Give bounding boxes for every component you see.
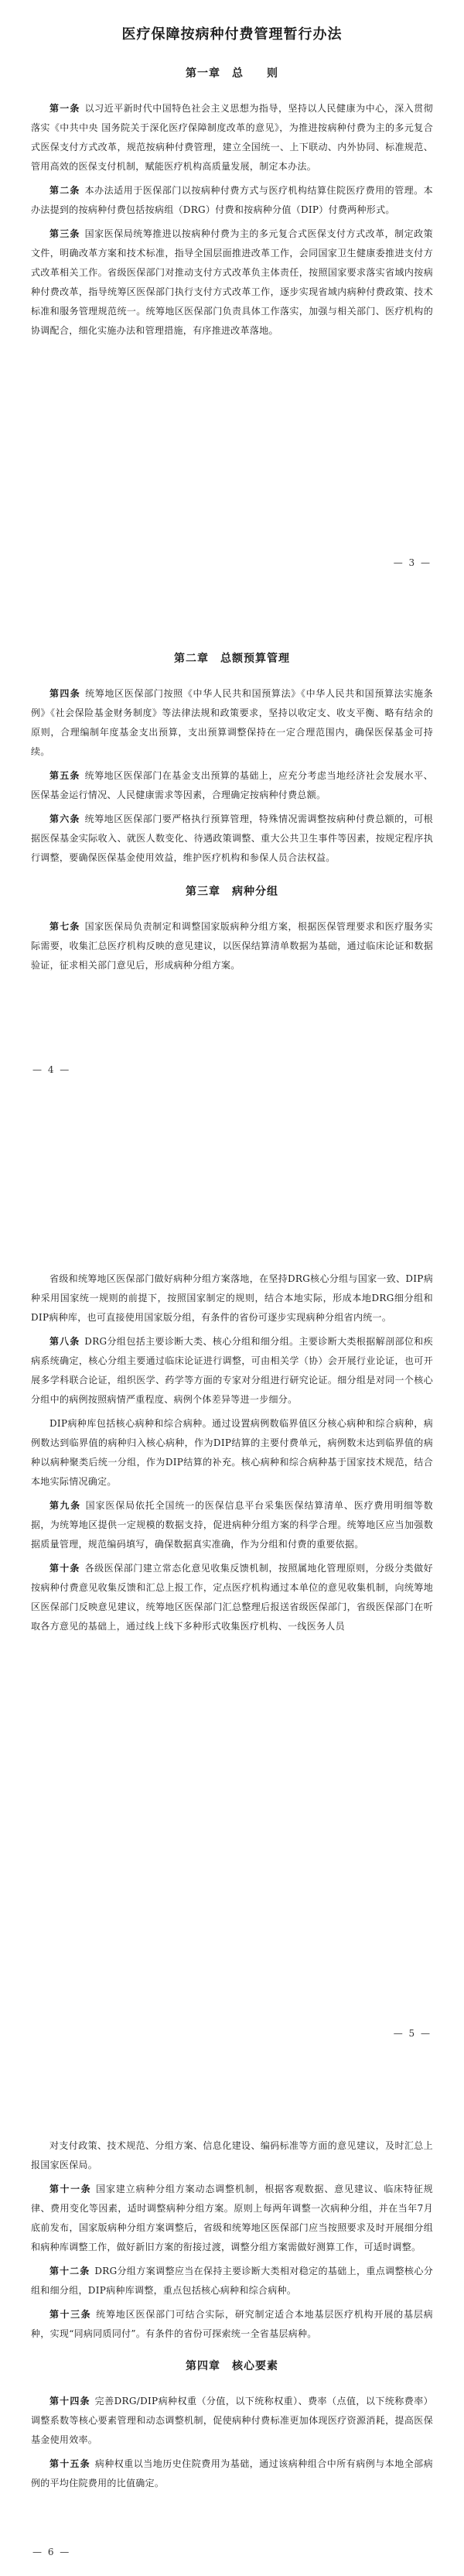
chapter-1-section xyxy=(31,65,433,345)
article-paragraph xyxy=(31,2392,433,2450)
article-paragraph xyxy=(31,810,433,868)
article-text: 各级医保部门建立常态化意见收集反馈机制，按照属地化管理原则，分级分类做好按病种付费意见收集反馈和汇总上报工作，定点医疗机构通过本单位的意见收集机制，向统筹地区医保部门反映意见建议，统筹地区医保部门汇总整理后报送省级医保部门，省级医保部门在听取各方意见的基础上，通过线上线下多种形式收集医疗机构、一线医务人员 xyxy=(31,1563,433,1632)
article-paragraph xyxy=(31,2136,433,2175)
article-number: 第五条 xyxy=(49,770,80,781)
article-paragraph xyxy=(31,2262,433,2300)
article-text: 本办法适用于医保部门以按病种付费方式与医疗机构结算住院医疗费用的管理。本办法提到的按病种付费包括按病组（DRG）付费和按病种分值（DIP）付费两种形式。 xyxy=(31,185,433,215)
page-number: — 5 — xyxy=(393,2028,432,2039)
article-number: 第七条 xyxy=(49,921,80,932)
article-text: DRG分组包括主要诊断大类、核心分组和细分组。主要诊断大类根据解剖部位和疾病系统确定，核心分组主要通过临床论证进行调整，可由相关学（协）会开展行业论证，也可开展多学科联合论证，组织医学、药学等方面的专家对分组进行研究论证。细分组是对同一个核心分组中的病例按照病情严重程度、病例个体差异等进一步细分。 xyxy=(31,1336,433,1405)
article-paragraph xyxy=(31,1414,433,1492)
article-text: 统筹地区医保部门按照《中华人民共和国预算法》《中华人民共和国预算法实施条例》《社会保险基金财务制度》等法律法规和政策要求，坚持以收定支、收支平衡、略有结余的原则，合理编制年度基金支出预算，支出预算调整保持在一定合理范围内，确保医保基金可持续。 xyxy=(31,688,433,757)
page-number: — 4 — xyxy=(32,1064,71,1075)
article-paragraph xyxy=(31,1332,433,1410)
page-number: — 3 — xyxy=(393,557,432,568)
chapter-heading: 第一章 总 则 xyxy=(186,67,278,80)
article-number: 第九条 xyxy=(49,1500,81,1511)
article-number: 第十条 xyxy=(49,1563,80,1574)
article-paragraph xyxy=(31,917,433,975)
article-number: 第一条 xyxy=(49,103,80,114)
article-text: 统筹地区医保部门要严格执行预算管理，特殊情况需调整按病种付费总额的，可根据医保基金实际收入、就医人数变化、待遇政策调整、重大公共卫生事件等因素，按规定程序执行调整，要确保医保基金使用效益，维护医疗机构和参保人员合法权益。 xyxy=(31,814,433,863)
article-text: 统筹地区医保部门在基金支出预算的基础上，应充分考虑当地经济社会发展水平、医保基金运行情况、人民健康需求等因素，合理确定按病种付费总额。 xyxy=(31,770,433,800)
article-text: 国家医保局依托全国统一的医保信息平台采集医保结算清单、医疗费用明细等数据，为统筹地区提供一定规模的数据支持，促进病种分组方案的科学合理。统筹地区应当加强数据质量管理，规范编码填写，确保数据真实准确，作为分组和付费的重要依据。 xyxy=(31,1500,433,1550)
article-number: 第四条 xyxy=(49,688,81,699)
article-text: 对支付政策、技术规范、分组方案、信息化建设、编码标准等方面的意见建议，及时汇总上报国家医保局。 xyxy=(31,2140,433,2170)
article-number: 第八条 xyxy=(49,1336,80,1347)
article-text: DIP病种库包括核心病种和综合病种。通过设置病例数临界值区分核心病种和综合病种，病例数达到临界值的病种归入核心病种，作为DIP结算的主要付费单元，病例数未达到临界值的病种以病种聚类后统一分组，作为DIP结算的补充。核心病种和综合病种基于国家技术规范，结合本地实际情况确定。 xyxy=(31,1418,433,1487)
article-text: 以习近平新时代中国特色社会主义思想为指导，坚持以人民健康为中心，深入贯彻落实《中共中央 国务院关于深化医疗保障制度改革的意见》，为推进按病种付费为主的多元复合式医保支付方式改革，规范按病种付费管理，建立全国统一、上下联动、内外协同、标准规范、管用高效的医保支付机制，赋能医疗机构高质量发展，制定本办法。 xyxy=(31,103,433,172)
article-text: 国家医保局负责制定和调整国家版病种分组方案，根据医保管理要求和医疗服务实际需要，收集汇总医疗机构反映的意见建议，以医保结算清单数据为基础，通过临床论证和数据验证，征求相关部门意见后，形成病种分组方案。 xyxy=(31,921,433,971)
article-number: 第十一条 xyxy=(49,2184,92,2194)
article-text: 完善DRG/DIP病种权重（分值，以下统称权重）、费率（点值，以下统称费率）调整系数等核心要素管理和动态调整机制，促使病种付费标准更加体现医疗资源消耗，提高医保基金使用效率。 xyxy=(31,2396,433,2445)
article-paragraph xyxy=(31,684,433,762)
article-paragraph xyxy=(31,2454,433,2493)
article-text: 病种权重以当地历史住院费用为基础，通过该病种组合中所有病例与本地全部病例的平均住院费用的比值确定。 xyxy=(31,2458,433,2489)
article-paragraph xyxy=(31,766,433,805)
article-number: 第三条 xyxy=(49,228,80,239)
article-number: 第十五条 xyxy=(49,2458,90,2469)
article-paragraph xyxy=(31,181,433,220)
page-number: — 6 — xyxy=(32,2547,71,2557)
chapter-2-section xyxy=(31,650,433,980)
chapter-3-4-section xyxy=(31,2136,433,2498)
article-text: 国家建立病种分组方案动态调整机制，根据客观数据、意见建议、临床特征规律、费用变化等因素，适时调整病种分组方案。原则上每两年调整一次病种分组，并在当年7月底前发布，国家版病种分组方案调整后，省级和统筹地区医保部门应当按照要求及时开展细分组和病种库调整工作，做好新旧方案的衔接过渡，调整分组方案需做好测算工作，可适时调整。 xyxy=(31,2184,433,2252)
article-paragraph xyxy=(31,99,433,176)
article-number: 第十三条 xyxy=(49,2309,92,2320)
chapter-heading: 第二章 总额预算管理 xyxy=(174,653,290,665)
article-number: 第十二条 xyxy=(49,2266,90,2276)
chapter-3-continued xyxy=(31,1269,433,1641)
article-paragraph xyxy=(31,1269,433,1327)
article-number: 第二条 xyxy=(49,185,80,196)
article-paragraph xyxy=(31,1559,433,1636)
article-text: 统筹地区医保部门可结合实际，研究制定适合本地基层医疗机构开展的基层病种，实现“同病同质同付”。有条件的省份可探索统一全省基层病种。 xyxy=(31,2309,433,2339)
article-paragraph xyxy=(31,224,433,341)
article-paragraph xyxy=(31,1496,433,1554)
article-number: 第六条 xyxy=(49,814,80,824)
chapter-heading: 第四章 核心要素 xyxy=(186,2360,278,2372)
article-text: 省级和统筹地区医保部门做好病种分组方案落地，在坚持DRG核心分组与国家一致、DIP病种采用国家统一规则的前提下，按照国家制定的规则，结合本地实际，形成本地DRG细分组和DIP病种库，也可直接使用国家版分组，有条件的省份可逐步实现病种分组省内统一。 xyxy=(31,1273,433,1323)
article-text: 国家医保局统筹推进以按病种付费为主的多元复合式医保支付方式改革，制定政策文件，明确改革方案和技术标准，指导全国层面推进改革工作，会同国家卫生健康委推进支付方式改革相关工作。省级医保部门对推动支付方式改革负主体责任，按照国家要求落实省域内按病种付费改革，指导统筹区医保部门执行支付方式改革工作，逐步实现省域内病种付费政策、技术标准和服务管理规范统一。统筹地区医保部门负责具体工作落实，加强与相关部门、医疗机构的协调配合，细化实施办法和管理措施，有序推进改革落地。 xyxy=(31,228,433,336)
article-paragraph xyxy=(31,2305,433,2344)
article-number: 第十四条 xyxy=(49,2396,90,2406)
chapter-heading: 第三章 病种分组 xyxy=(186,886,278,898)
document-title: 医疗保障按病种付费管理暂行办法 xyxy=(121,26,343,43)
article-paragraph xyxy=(31,2180,433,2257)
article-text: DRG分组方案调整应当在保持主要诊断大类相对稳定的基础上，重点调整核心分组和细分组，DIP病种库调整，重点包括核心病种和综合病种。 xyxy=(31,2266,433,2296)
